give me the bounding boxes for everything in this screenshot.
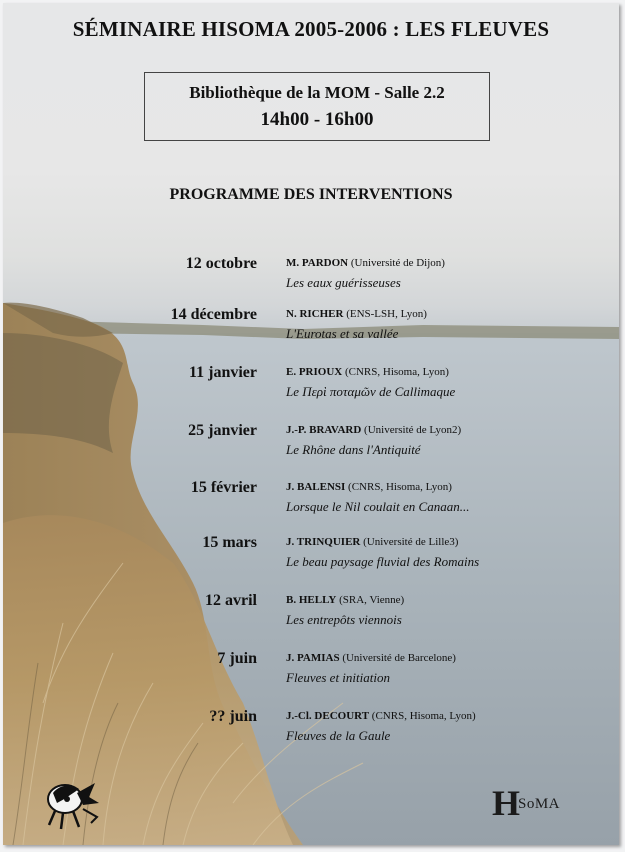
session-row	[3, 592, 619, 636]
speaker-name: E. PRIOUX	[286, 366, 343, 378]
speaker-affiliation: (Université de Lille3)	[363, 536, 459, 548]
speaker-affiliation: (Université de Lyon2)	[364, 424, 462, 436]
hisoma-logo-text: SoMA	[518, 796, 561, 812]
session-talk-title: Fleuves et initiation	[286, 670, 390, 685]
speaker-name: N. RICHER	[286, 308, 344, 320]
session-date: 25 janvier	[188, 422, 257, 439]
session-date: 7 juin	[217, 650, 257, 667]
session-talk-title: Les eaux guérisseuses	[286, 275, 401, 290]
poster	[3, 3, 619, 845]
session-date: 15 février	[190, 479, 257, 496]
speaker-name: B. HELLY	[286, 594, 337, 606]
session-row	[3, 650, 619, 694]
session-date: ?? juin	[209, 708, 257, 725]
session-talk-title: Les entrepôts viennois	[286, 612, 402, 627]
session-row	[3, 364, 619, 408]
speaker-affiliation: (CNRS, Hisoma, Lyon)	[348, 481, 452, 493]
session-speaker	[286, 536, 458, 548]
session-talk-title: Le Rhône dans l'Antiquité	[286, 442, 421, 457]
session-talk-title: Fleuves de la Gaule	[286, 728, 391, 743]
session-row	[3, 479, 619, 523]
session-speaker	[286, 424, 461, 436]
session-row	[3, 255, 619, 299]
venue-box	[144, 72, 490, 141]
poster-title: SÉMINAIRE HISOMA 2005-2006 : LES FLEUVES	[72, 17, 550, 41]
speaker-name: M. PARDON	[286, 257, 349, 269]
speaker-name: J. BALENSI	[286, 481, 346, 493]
session-speaker	[286, 710, 476, 722]
session-speaker	[286, 257, 445, 269]
speaker-name: J. TRINQUIER	[286, 536, 361, 548]
session-date: 12 avril	[205, 592, 257, 609]
speaker-affiliation: (CNRS, Hisoma, Lyon)	[371, 710, 476, 722]
session-talk-title: Le beau paysage fluvial des Romains	[286, 554, 480, 569]
speaker-name: J.-Cl. DECOURT	[286, 710, 370, 722]
session-date: 12 octobre	[185, 255, 257, 272]
session-row	[3, 422, 619, 466]
venue-time: 14h00 - 16h00	[260, 109, 374, 130]
speaker-name: J. PAMIAS	[286, 652, 340, 664]
session-date: 11 janvier	[189, 364, 257, 381]
hisoma-logo	[488, 785, 598, 825]
session-speaker	[286, 594, 404, 606]
session-speaker	[286, 652, 456, 664]
session-row	[3, 306, 619, 350]
mom-logo-icon	[43, 773, 103, 831]
speaker-affiliation: (Université de Dijon)	[350, 257, 445, 269]
session-talk-title: Le Περὶ ποταμῶν de Callimaque	[286, 384, 456, 399]
program-heading: PROGRAMME DES INTERVENTIONS	[169, 186, 453, 203]
session-row	[3, 708, 619, 752]
session-date: 14 décembre	[170, 306, 257, 323]
speaker-affiliation: (SRA, Vienne)	[339, 594, 405, 606]
hisoma-logo-letter: H	[492, 783, 521, 823]
session-talk-title: Lorsque le Nil coulait en Canaan...	[286, 499, 470, 514]
session-speaker	[286, 308, 427, 320]
session-talk-title: L'Eurotas et sa vallée	[286, 326, 399, 341]
session-row	[3, 534, 619, 578]
venue-place: Bibliothèque de la MOM - Salle 2.2	[189, 83, 445, 102]
speaker-affiliation: (CNRS, Hisoma, Lyon)	[344, 366, 449, 378]
session-speaker	[286, 366, 449, 378]
session-date: 15 mars	[202, 534, 257, 551]
speaker-affiliation: (ENS-LSH, Lyon)	[346, 308, 427, 320]
session-speaker	[286, 481, 452, 493]
speaker-affiliation: (Université de Barcelone)	[342, 652, 456, 664]
speaker-name: J.-P. BRAVARD	[286, 424, 362, 436]
